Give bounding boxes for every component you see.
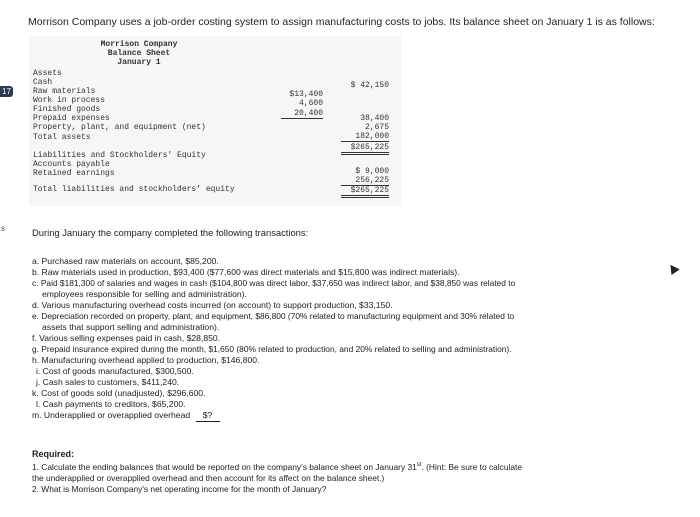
assets-heading: Assets <box>33 69 62 78</box>
cursor-arrow-icon <box>666 262 679 275</box>
transaction-i: i. Cost of goods manufactured, $300,500. <box>36 366 194 376</box>
liabilities-heading: Liabilities and Stockholders' Equity <box>33 151 206 160</box>
total-assets-value: $265,225 <box>341 143 389 155</box>
required-item-1-text: 1. Calculate the ending balances that would be reported on the company's balance sheet on January 31 <box>32 462 417 472</box>
finished-goods-value: 20,400 <box>281 109 323 119</box>
sheet-date: January 1 <box>117 58 161 67</box>
wip-value: 4,600 <box>298 99 323 108</box>
retained-earnings-label: Retained earnings <box>33 169 115 178</box>
required-item-1-cont: the underapplied or overapplied overhead and then account for its affect on the balance sheet.) <box>32 473 385 483</box>
overhead-blank: $? <box>196 410 220 422</box>
prepaid-value: 2,675 <box>364 123 389 132</box>
transaction-g: g. Prepaid insurance expired during the month, $1,650 (80% related to production, and 20% related to selling and administration). <box>32 344 512 354</box>
accounts-payable-label: Accounts payable <box>33 160 110 169</box>
transaction-k: k. Cost of goods sold (unadjusted), $296,600. <box>32 388 206 398</box>
retained-earnings-value: 256,225 <box>341 176 389 186</box>
required-item-2: 2. What is Morrison Company's net operating income for the month of January? <box>32 484 327 494</box>
cash-value: $ 42,150 <box>350 81 389 90</box>
company-name: Morrison Company <box>100 40 178 49</box>
accounts-payable-value: $ 9,000 <box>355 167 389 176</box>
cash-label: Cash <box>33 78 53 87</box>
transactions-intro: During January the company completed the following transactions: <box>32 227 309 238</box>
transaction-m-label: m. Underapplied or overapplied overhead <box>32 410 191 420</box>
transaction-h: h. Manufacturing overhead applied to production, $146,800. <box>32 355 260 365</box>
transaction-j: j. Cash sales to customers, $411,240. <box>36 377 180 387</box>
transaction-c: c. Paid $181,300 of salaries and wages in cash ($104,800 was direct labor, $37,650 was indirect labor, and $38,850 was related to <box>32 278 516 288</box>
required-heading: Required: <box>32 449 75 459</box>
transaction-b: b. Raw materials used in production, $93,400 ($77,600 was direct materials and $15,800 was indirect materials). <box>32 267 460 277</box>
balance-sheet <box>29 36 401 206</box>
transaction-f: f. Various selling expenses paid in cash, $28,850. <box>32 333 221 343</box>
required-item-1 <box>32 462 522 472</box>
transaction-c-cont: employees responsible for selling and administration). <box>42 289 247 299</box>
total-liabilities-label: Total liabilities and stockholders' equity <box>33 185 235 194</box>
page-marker-17: 17 <box>2 87 11 96</box>
sheet-title: Balance Sheet <box>107 49 171 58</box>
problem-intro: Morrison Company uses a job-order costing system to assign manufacturing costs to jobs. Its balance sheet on January 1 is as follows: <box>28 16 655 28</box>
transaction-d: d. Various manufacturing overhead costs incurred (on account) to support production, $33,150. <box>32 300 393 310</box>
finished-goods-label: Finished goods <box>33 105 101 114</box>
required-hint: . (Hint: Be sure to calculate <box>421 462 523 472</box>
raw-materials-label: Raw materials <box>33 87 96 96</box>
inventory-total: 38,400 <box>360 114 389 123</box>
page-marker-s: s <box>1 224 5 233</box>
raw-materials-value: $13,400 <box>289 90 323 99</box>
transaction-e-cont: assets that support selling and administration). <box>42 322 220 332</box>
wip-label: Work in process <box>33 96 106 105</box>
transaction-a: a. Purchased raw materials on account, $85,200. <box>32 256 219 266</box>
required-superscript: st <box>416 462 422 469</box>
transaction-e: e. Depreciation recorded on property, plant, and equipment, $86,800 (70% related to manufacturing equipment and 30% related to <box>32 311 515 321</box>
ppe-label: Property, plant, and equipment (net) <box>33 123 206 132</box>
total-liabilities-value: $265,225 <box>341 186 389 198</box>
transaction-l: l. Cash payments to creditors, $65,200. <box>36 399 186 409</box>
transaction-m <box>32 410 220 422</box>
total-assets-label: Total assets <box>33 133 91 142</box>
ppe-value: 182,000 <box>341 132 389 142</box>
prepaid-label: Prepaid expenses <box>33 114 110 123</box>
